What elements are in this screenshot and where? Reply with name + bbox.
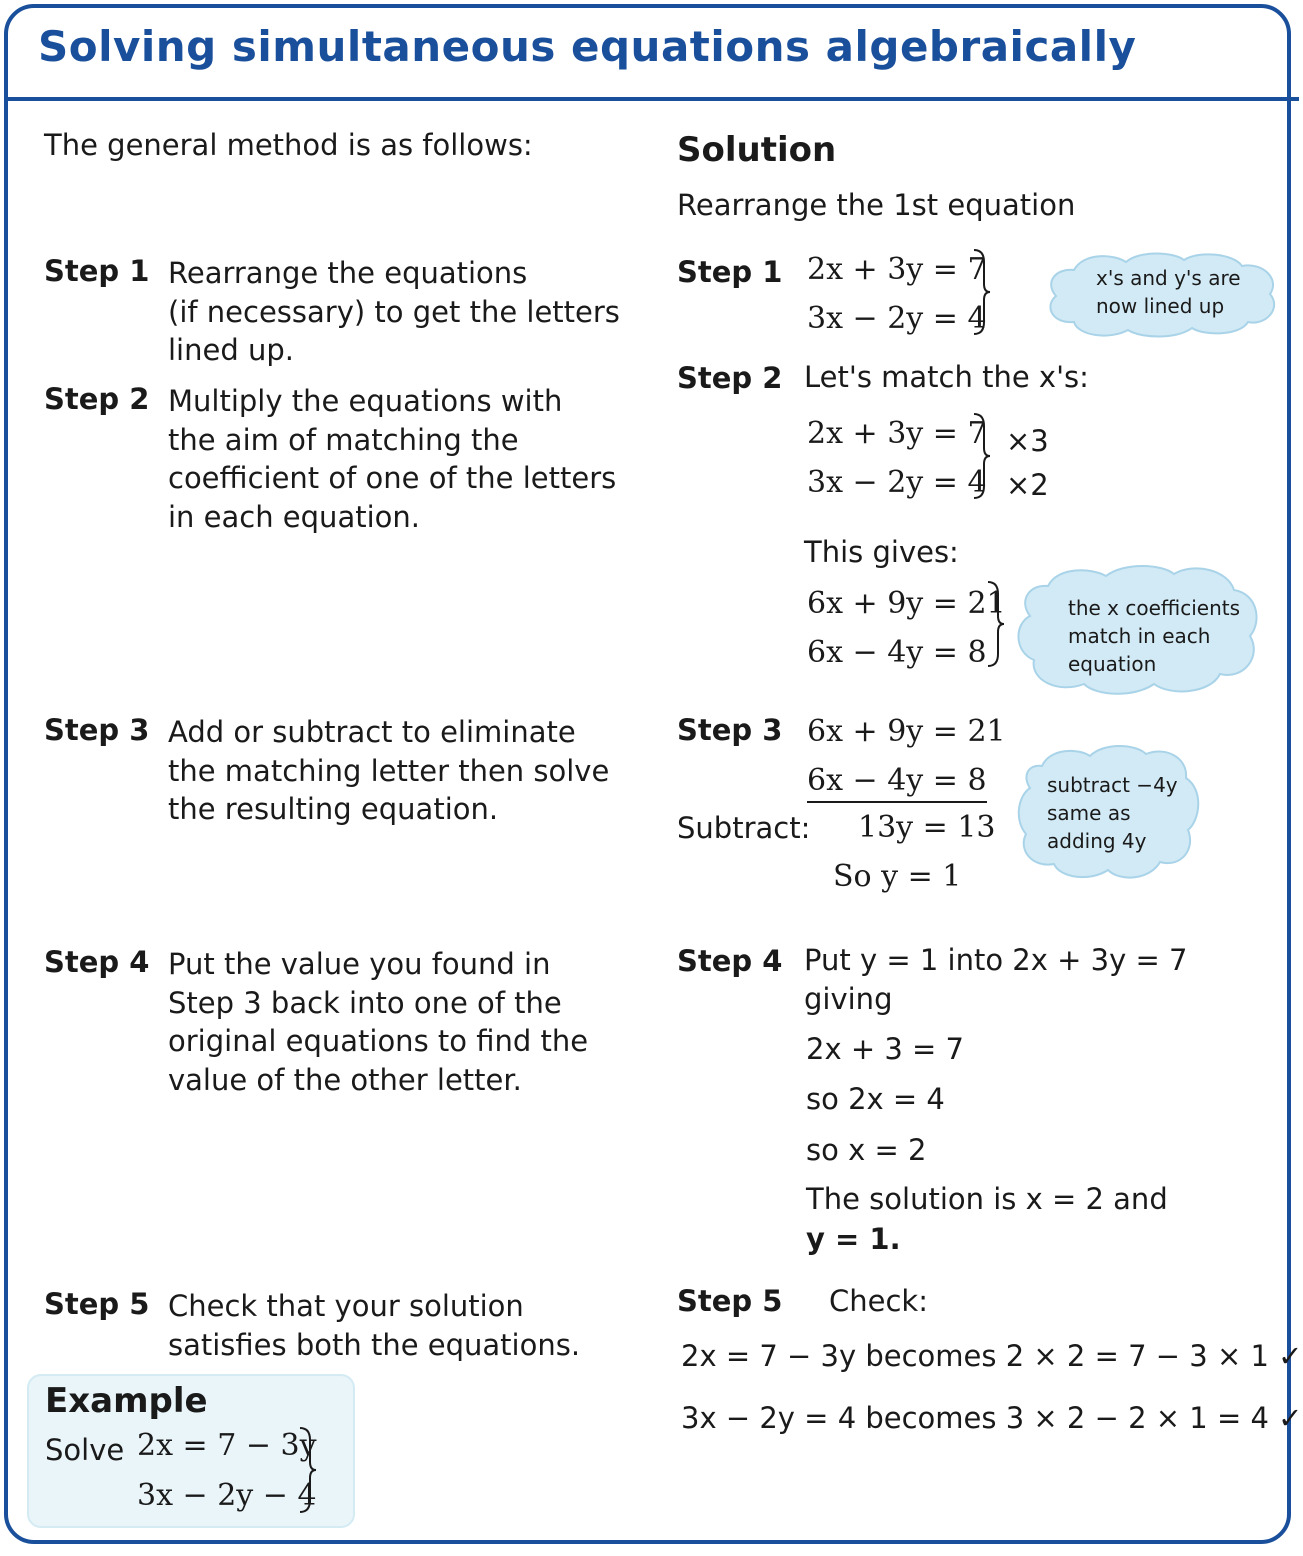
step-4-description: Put the value you found in Step 3 back into one of the original equations to find the value of the other letter.: [168, 947, 589, 1097]
step-2-result-2: 6x − 4y = 8: [807, 635, 987, 670]
solution-step-3-label: Step 3: [677, 713, 783, 747]
solution-statement-2: y = 1.: [806, 1222, 901, 1256]
example-equation-1: 2x = 7 − 3y: [137, 1428, 317, 1463]
step-1-description: Rearrange the equations (if necessary) to get the letters lined up.: [168, 256, 620, 367]
cloud-1-line-2: now lined up: [1096, 294, 1225, 318]
step-2-description: Multiply the equations with the aim of matching the coefficient of one of the letters in each equation.: [168, 384, 617, 534]
rearrange-text: Rearrange the 1st equation: [677, 188, 1076, 222]
step-2-equation-1: 2x + 3y = 7: [807, 416, 987, 451]
cloud-3-line-2: same as: [1047, 801, 1131, 825]
example-heading: Example: [45, 1381, 208, 1421]
step-3-equation-1: 6x + 9y = 21: [807, 714, 1006, 749]
step-1-label: Step 1: [44, 254, 150, 288]
step-2-result-1: 6x + 9y = 21: [807, 586, 1006, 621]
example-brace: [296, 1426, 320, 1514]
step-3-equation-2: 6x − 4y = 8: [807, 763, 987, 798]
page-title: Solving simultaneous equations algebraically: [38, 22, 1137, 71]
check-label: Check:: [829, 1284, 928, 1318]
subtract-label: Subtract:: [677, 811, 811, 845]
cloud-2-line-1: the x coefficients: [1068, 596, 1241, 620]
step-2-intro: Let's match the x's:: [804, 360, 1089, 394]
step-4-equation-3: so x = 2: [806, 1133, 927, 1167]
step-3-label: Step 3: [44, 713, 150, 747]
step-5-description: Check that your solution satisfies both the equations.: [168, 1289, 581, 1362]
step-1-brace: [970, 248, 994, 336]
step-1-equation-2: 3x − 2y = 4: [807, 301, 987, 336]
step-2-label: Step 2: [44, 382, 150, 416]
step-2-equation-2: 3x − 2y = 4: [807, 465, 987, 500]
step-2-brace: [970, 412, 994, 500]
step-1-equation-1: 2x + 3y = 7: [807, 252, 987, 287]
cloud-3-line-1: subtract −4y: [1047, 773, 1178, 797]
solution-step-5-label: Step 5: [677, 1284, 783, 1318]
solution-step-1-label: Step 1: [677, 255, 783, 289]
title-rule: [4, 97, 1299, 101]
multiplier-2: ×2: [1006, 468, 1049, 502]
step-3-description: Add or subtract to eliminate the matching letter then solve the resulting equation.: [168, 715, 610, 826]
multiplier-1: ×3: [1006, 424, 1049, 458]
this-gives-text: This gives:: [804, 535, 959, 569]
cloud-3-line-3: adding 4y: [1047, 829, 1147, 853]
step-4-label: Step 4: [44, 945, 150, 979]
solution-statement-1: The solution is x = 2 and: [806, 1182, 1168, 1216]
step-4-equation-2: so 2x = 4: [806, 1082, 945, 1116]
step-4-equation-1: 2x + 3 = 7: [806, 1032, 964, 1066]
step-5-label: Step 5: [44, 1287, 150, 1321]
step-3-result: 13y = 13: [858, 810, 996, 845]
intro-text: The general method is as follows:: [44, 128, 533, 162]
step-4-line-1: Put y = 1 into 2x + 3y = 7: [804, 943, 1188, 977]
solution-step-4-label: Step 4: [677, 944, 783, 978]
subtraction-rule: [807, 801, 987, 803]
example-equation-2: 3x − 2y − 4: [137, 1478, 317, 1513]
step-3-so-y: So y = 1: [833, 859, 962, 894]
example-solve-label: Solve: [45, 1433, 125, 1467]
cloud-2-line-3: equation: [1068, 652, 1157, 676]
step-4-line-2: giving: [804, 982, 893, 1016]
solution-step-2-label: Step 2: [677, 361, 783, 395]
solution-heading: Solution: [677, 130, 837, 170]
cloud-2-line-2: match in each: [1068, 624, 1211, 648]
step-2-result-brace: [984, 580, 1008, 668]
check-line-1: 2x = 7 − 3y becomes 2 × 2 = 7 − 3 × 1 ✓: [681, 1339, 1303, 1373]
check-line-2: 3x − 2y = 4 becomes 3 × 2 − 2 × 1 = 4 ✓: [681, 1401, 1303, 1435]
cloud-1-line-1: x's and y's are: [1096, 266, 1241, 290]
